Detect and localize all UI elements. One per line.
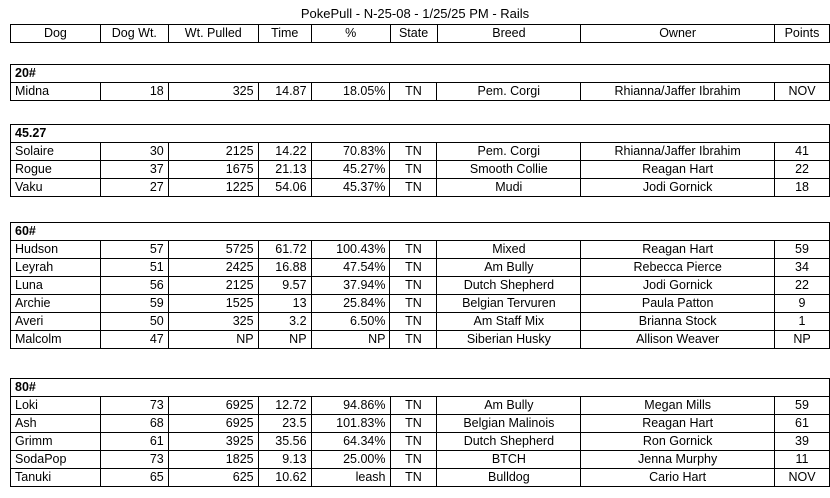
cell-time: 10.62 [258, 469, 311, 487]
cell-percent: 94.86% [311, 397, 390, 415]
column-header-dog-weight: Dog Wt. [100, 25, 168, 43]
weight-class-header-row [11, 379, 830, 397]
cell-state: TN [390, 397, 437, 415]
cell-points: NOV [775, 83, 830, 101]
cell-time: 23.5 [258, 415, 311, 433]
cell-time: 3.2 [258, 313, 311, 331]
cell-percent: 6.50% [311, 313, 390, 331]
cell-state: TN [390, 295, 437, 313]
cell-state: TN [390, 415, 437, 433]
weight-class-table [10, 64, 830, 101]
cell-weight-pulled: 325 [168, 313, 258, 331]
cell-breed: Dutch Shepherd [437, 433, 581, 451]
cell-percent: NP [311, 331, 390, 349]
cell-state: TN [390, 161, 437, 179]
cell-time: 21.13 [258, 161, 311, 179]
cell-dog-weight: 61 [100, 433, 168, 451]
cell-dog-name: Midna [11, 83, 101, 101]
cell-points: NP [775, 331, 830, 349]
cell-weight-pulled: 6925 [168, 415, 258, 433]
table-row [11, 179, 830, 197]
cell-breed: Pem. Corgi [437, 83, 581, 101]
cell-weight-pulled: 325 [168, 83, 258, 101]
cell-state: TN [390, 259, 437, 277]
weight-class-header-row [11, 65, 830, 83]
cell-owner: Allison Weaver [581, 331, 775, 349]
table-row [11, 277, 830, 295]
cell-breed: Mixed [437, 241, 581, 259]
cell-dog-name: Grimm [11, 433, 101, 451]
column-header-breed: Breed [437, 25, 581, 43]
weight-class-table [10, 124, 830, 197]
cell-dog-weight: 18 [100, 83, 168, 101]
column-header-owner: Owner [581, 25, 775, 43]
cell-state: TN [390, 143, 437, 161]
cell-time: 16.88 [258, 259, 311, 277]
cell-dog-weight: 30 [100, 143, 168, 161]
cell-dog-weight: 47 [100, 331, 168, 349]
cell-weight-pulled: 6925 [168, 397, 258, 415]
cell-owner: Brianna Stock [581, 313, 775, 331]
cell-weight-pulled: 2125 [168, 277, 258, 295]
cell-weight-pulled: 3925 [168, 433, 258, 451]
cell-dog-name: Vaku [11, 179, 101, 197]
weight-class-label: 80# [11, 379, 830, 397]
cell-dog-name: SodaPop [11, 451, 101, 469]
cell-weight-pulled: 1675 [168, 161, 258, 179]
cell-owner: Jodi Gornick [581, 179, 775, 197]
cell-weight-pulled: 5725 [168, 241, 258, 259]
table-row [11, 451, 830, 469]
cell-points: 22 [775, 277, 830, 295]
page-title: PokePull - N-25-08 - 1/25/25 PM - Rails [300, 6, 530, 21]
cell-dog-name: Tanuki [11, 469, 101, 487]
cell-breed: Smooth Collie [437, 161, 581, 179]
cell-time: 61.72 [258, 241, 311, 259]
cell-time: 14.22 [258, 143, 311, 161]
table-row [11, 161, 830, 179]
cell-points: 59 [775, 241, 830, 259]
cell-owner: Cario Hart [581, 469, 775, 487]
cell-dog-name: Malcolm [11, 331, 101, 349]
table-row [11, 241, 830, 259]
cell-weight-pulled: 1225 [168, 179, 258, 197]
weight-class-label: 20# [11, 65, 830, 83]
weight-class-table [10, 222, 830, 349]
cell-percent: 45.37% [311, 179, 390, 197]
table-row [11, 259, 830, 277]
cell-dog-weight: 73 [100, 451, 168, 469]
cell-dog-name: Averi [11, 313, 101, 331]
cell-breed: Dutch Shepherd [437, 277, 581, 295]
cell-breed: Bulldog [437, 469, 581, 487]
cell-points: 41 [775, 143, 830, 161]
cell-breed: Am Bully [437, 259, 581, 277]
cell-weight-pulled: 1825 [168, 451, 258, 469]
cell-breed: Mudi [437, 179, 581, 197]
weight-class-table [10, 378, 830, 487]
cell-breed: Belgian Malinois [437, 415, 581, 433]
cell-dog-name: Leyrah [11, 259, 101, 277]
cell-points: 18 [775, 179, 830, 197]
cell-percent: 25.84% [311, 295, 390, 313]
cell-owner: Reagan Hart [581, 161, 775, 179]
cell-state: TN [390, 433, 437, 451]
cell-time: 9.13 [258, 451, 311, 469]
cell-breed: Belgian Tervuren [437, 295, 581, 313]
cell-owner: Ron Gornick [581, 433, 775, 451]
column-header-row [11, 25, 830, 43]
cell-state: TN [390, 241, 437, 259]
cell-dog-name: Solaire [11, 143, 101, 161]
cell-dog-weight: 27 [100, 179, 168, 197]
cell-percent: 25.00% [311, 451, 390, 469]
column-header-table [10, 24, 830, 43]
table-row [11, 415, 830, 433]
weight-class-header-row [11, 125, 830, 143]
cell-owner: Megan Mills [581, 397, 775, 415]
cell-owner: Rhianna/Jaffer Ibrahim [581, 83, 775, 101]
cell-weight-pulled: 1525 [168, 295, 258, 313]
cell-owner: Reagan Hart [581, 241, 775, 259]
cell-time: 12.72 [258, 397, 311, 415]
cell-time: 54.06 [258, 179, 311, 197]
cell-state: TN [390, 277, 437, 295]
cell-points: 9 [775, 295, 830, 313]
column-header-dog: Dog [11, 25, 101, 43]
table-row [11, 143, 830, 161]
weight-class-label: 45.27 [11, 125, 830, 143]
cell-breed: Am Staff Mix [437, 313, 581, 331]
cell-percent: leash [311, 469, 390, 487]
cell-breed: Siberian Husky [437, 331, 581, 349]
cell-points: 61 [774, 415, 829, 433]
cell-percent: 70.83% [311, 143, 390, 161]
cell-weight-pulled: NP [168, 331, 258, 349]
cell-owner: Jenna Murphy [581, 451, 775, 469]
table-row [11, 469, 830, 487]
cell-time: 14.87 [258, 83, 311, 101]
table-row [11, 295, 830, 313]
cell-time: 35.56 [258, 433, 311, 451]
cell-state: TN [390, 313, 437, 331]
cell-state: TN [390, 331, 437, 349]
cell-dog-name: Loki [11, 397, 101, 415]
cell-points: NOV [774, 469, 829, 487]
table-row [11, 433, 830, 451]
cell-points: 22 [775, 161, 830, 179]
table-row [11, 397, 830, 415]
weight-class-label: 60# [11, 223, 830, 241]
cell-percent: 37.94% [311, 277, 390, 295]
cell-dog-weight: 59 [100, 295, 168, 313]
cell-weight-pulled: 2125 [168, 143, 258, 161]
cell-percent: 101.83% [311, 415, 390, 433]
cell-state: TN [390, 469, 437, 487]
cell-percent: 45.27% [311, 161, 390, 179]
cell-percent: 47.54% [311, 259, 390, 277]
cell-points: 34 [775, 259, 830, 277]
cell-dog-name: Ash [11, 415, 101, 433]
cell-breed: Am Bully [437, 397, 581, 415]
cell-points: 39 [774, 433, 829, 451]
cell-owner: Reagan Hart [581, 415, 775, 433]
cell-time: 13 [258, 295, 311, 313]
column-header-percent: % [311, 25, 390, 43]
cell-state: TN [390, 179, 437, 197]
cell-time: NP [258, 331, 311, 349]
table-row [11, 331, 830, 349]
cell-points: 59 [774, 397, 829, 415]
cell-dog-name: Archie [11, 295, 101, 313]
column-header-time: Time [258, 25, 311, 43]
table-row [11, 83, 830, 101]
cell-owner: Rebecca Pierce [581, 259, 775, 277]
column-header-weight-pulled: Wt. Pulled [168, 25, 258, 43]
cell-dog-weight: 56 [100, 277, 168, 295]
cell-dog-weight: 51 [100, 259, 168, 277]
cell-breed: Pem. Corgi [437, 143, 581, 161]
cell-dog-weight: 37 [100, 161, 168, 179]
cell-points: 1 [775, 313, 830, 331]
cell-time: 9.57 [258, 277, 311, 295]
cell-breed: BTCH [437, 451, 581, 469]
cell-dog-name: Luna [11, 277, 101, 295]
column-header-points: Points [774, 25, 829, 43]
cell-dog-weight: 50 [100, 313, 168, 331]
cell-state: TN [390, 83, 437, 101]
cell-dog-weight: 65 [100, 469, 168, 487]
weight-class-header-row [11, 223, 830, 241]
cell-percent: 100.43% [311, 241, 390, 259]
cell-dog-weight: 57 [100, 241, 168, 259]
cell-owner: Jodi Gornick [581, 277, 775, 295]
cell-owner: Rhianna/Jaffer Ibrahim [581, 143, 775, 161]
cell-dog-name: Rogue [11, 161, 101, 179]
cell-dog-weight: 68 [100, 415, 168, 433]
cell-percent: 64.34% [311, 433, 390, 451]
cell-points: 11 [774, 451, 829, 469]
cell-dog-name: Hudson [11, 241, 101, 259]
cell-percent: 18.05% [311, 83, 390, 101]
column-header-state: State [390, 25, 437, 43]
cell-state: TN [390, 451, 437, 469]
cell-weight-pulled: 625 [168, 469, 258, 487]
cell-weight-pulled: 2425 [168, 259, 258, 277]
cell-owner: Paula Patton [581, 295, 775, 313]
table-row [11, 313, 830, 331]
cell-dog-weight: 73 [100, 397, 168, 415]
